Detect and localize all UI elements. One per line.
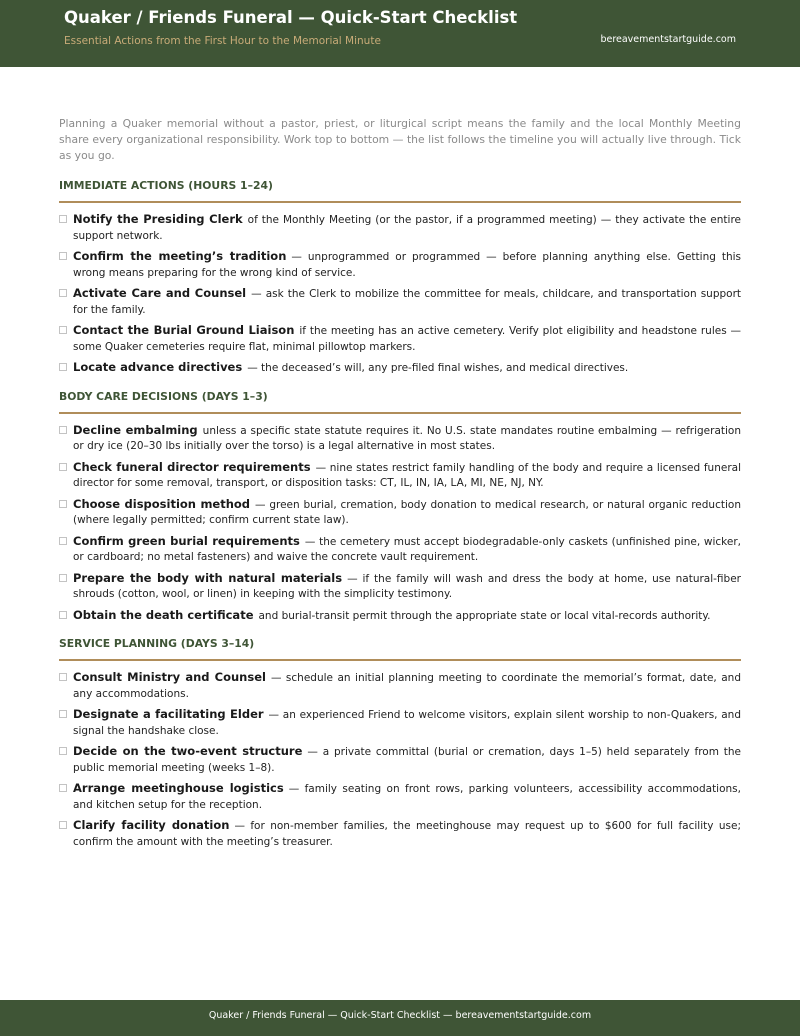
- checklist: [59, 670, 741, 850]
- item-title: Obtain the death certificate: [73, 607, 254, 622]
- section-heading: SERVICE PLANNING (DAYS 3–14): [59, 636, 741, 661]
- item-text: — the cemetery must accept biodegradable-only caskets (unfinished pine, wicker, or cardboard; no metal fasteners) and waive the concrete vault requirement.: [73, 535, 741, 563]
- checklist-item: [59, 423, 741, 455]
- item-title: Confirm green burial requirements: [73, 533, 300, 548]
- checkbox[interactable]: [59, 215, 67, 223]
- item-text: — the deceased’s will, any pre-filed final wishes, and medical directives.: [247, 362, 629, 374]
- checklist-item: [59, 323, 741, 355]
- item-title: Clarify facility donation: [73, 818, 230, 832]
- item-text: — for non-member families, the meetinghouse may request up to $600 for full facility use; confirm the amount with the meeting’s treasurer.: [73, 820, 741, 848]
- item-title: Contact the Burial Ground Liaison: [73, 323, 295, 337]
- checkbox[interactable]: [59, 500, 67, 508]
- checklist-item: [59, 818, 741, 850]
- checkbox[interactable]: [59, 710, 67, 718]
- item-title: Arrange meetinghouse logistics: [73, 781, 284, 795]
- item-text: of the Monthly Meeting (or the pastor, if a programmed meeting) — they activate the entire support network.: [73, 214, 741, 242]
- checklist-item: [59, 534, 741, 566]
- intro-paragraph: Planning a Quaker memorial without a pastor, priest, or liturgical script means the family and the local Monthly Meeting share every organizational responsibility. Work top to bottom — the list follows the timeline you will actually live through. Tick as you go.: [59, 117, 741, 162]
- item-title: Activate Care and Counsel: [73, 286, 247, 300]
- checkbox[interactable]: [59, 326, 67, 334]
- item-title: Designate a facilitating Elder: [73, 707, 264, 721]
- item-text: — an experienced Friend to welcome visitors, explain silent worship to non-Quakers, and signal the handshake close.: [73, 709, 741, 737]
- page-title: Quaker / Friends Funeral — Quick-Start Checklist: [64, 8, 518, 27]
- item-text: and burial-transit permit through the appropriate state or local vital-records authority.: [258, 609, 711, 622]
- checkbox[interactable]: [59, 574, 67, 582]
- item-text: — schedule an initial planning meeting to coordinate the memorial’s format, date, and any accommodations.: [73, 672, 741, 700]
- checklist-item: [59, 707, 741, 739]
- page-subtitle: Essential Actions from the First Hour to the Memorial Minute: [64, 35, 381, 47]
- item-text: — unprogrammed or programmed — before planning anything else. Getting this wrong means preparing for the wrong kind of service.: [73, 251, 742, 279]
- checkbox[interactable]: [59, 673, 67, 681]
- section-heading: BODY CARE DECISIONS (DAYS 1–3): [59, 389, 741, 414]
- item-title: Check funeral director requirements: [73, 459, 311, 474]
- checklist-item: [59, 781, 741, 813]
- checklist: [59, 423, 741, 625]
- checkbox[interactable]: [59, 363, 67, 371]
- item-text: — family seating on front rows, parking volunteers, accessibility accommodations, and kitchen setup for the reception.: [73, 783, 741, 811]
- section-immediate-actions: [59, 178, 741, 377]
- item-title: Decline embalming: [73, 422, 198, 437]
- checklist: [59, 212, 741, 377]
- checklist-item: [59, 212, 741, 244]
- checkbox[interactable]: [59, 289, 67, 297]
- section-heading: IMMEDIATE ACTIONS (HOURS 1–24): [59, 178, 741, 203]
- checklist-item: [59, 571, 741, 603]
- checkbox[interactable]: [59, 463, 67, 471]
- checkbox[interactable]: [59, 747, 67, 755]
- item-text: unless a specific state statute requires it. No U.S. state mandates routine embalming — refrigeration or dry ice (20–30 lbs initially over the torso) is a legal alternative in most states.: [73, 424, 741, 452]
- checkbox[interactable]: [59, 784, 67, 792]
- checklist-item: [59, 460, 741, 492]
- page-header: [0, 0, 800, 67]
- checklist-item: [59, 744, 741, 776]
- checklist-item: [59, 249, 741, 281]
- item-text: — if the family will wash and dress the body at home, use natural-fiber shrouds (cotton, wool, or linen) in keeping with the simplicity testimony.: [73, 572, 741, 600]
- checkbox[interactable]: [59, 821, 67, 829]
- checkbox[interactable]: [59, 537, 67, 545]
- item-title: Notify the Presiding Clerk: [73, 212, 243, 226]
- section-body-care-decisions: [59, 389, 741, 625]
- item-text: — ask the Clerk to mobilize the committee for meals, childcare, and transportation support for the family.: [73, 288, 742, 316]
- item-title: Choose disposition method: [73, 496, 251, 511]
- checklist-item: [59, 670, 741, 702]
- checklist-item: [59, 360, 741, 377]
- header-site-url: bereavementstartguide.com: [600, 34, 736, 45]
- item-title: Decide on the two-event structure: [73, 744, 303, 758]
- page-footer: Quaker / Friends Funeral — Quick-Start Checklist — bereavementstartguide.com: [0, 1000, 800, 1036]
- item-title: Confirm the meeting’s tradition: [73, 249, 287, 263]
- checkbox[interactable]: [59, 426, 67, 434]
- checklist-item: [59, 286, 741, 318]
- item-title: Consult Ministry and Counsel: [73, 670, 266, 684]
- checklist-content: [59, 116, 741, 855]
- checkbox[interactable]: [59, 252, 67, 260]
- checklist-item: [59, 608, 741, 625]
- item-text: — green burial, cremation, body donation to medical research, or natural organic reduction (where legally permitted; confirm current state law).: [73, 498, 741, 526]
- checkbox[interactable]: [59, 611, 67, 619]
- item-title: Prepare the body with natural materials: [73, 570, 343, 585]
- section-service-planning: [59, 636, 741, 850]
- item-text: if the meeting has an active cemetery. Verify plot eligibility and headstone rules — some Quaker cemeteries require flat, minimal pillowtop markers.: [73, 325, 741, 353]
- checklist-item: [59, 497, 741, 529]
- item-text: — nine states restrict family handling of the body and require a licensed funeral director for some removal, transport, or disposition tasks: CT, IL, IN, IA, LA, MI, NE, NJ, NY.: [73, 461, 741, 489]
- item-text: — a private committal (burial or cremation, days 1–5) held separately from the public memorial meeting (weeks 1–8).: [73, 746, 741, 774]
- item-title: Locate advance directives: [73, 360, 243, 374]
